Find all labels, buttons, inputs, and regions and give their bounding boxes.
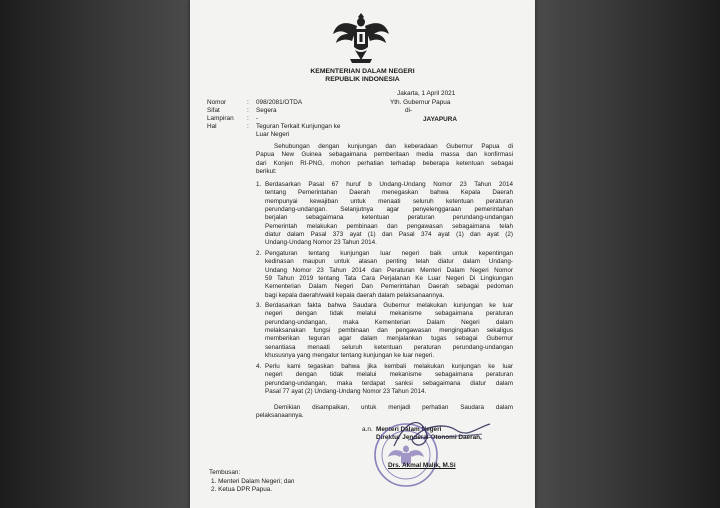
point-line: melaksanakan fungsi pembinaan dan pengawasan mengingatkan sekaligus — [265, 327, 513, 335]
point-line: negeri dengan tidak melalui mekanisme sebagaimana peraturan — [265, 310, 513, 318]
point-line: kedinasan maupun untuk alasan penting telah diatur dalam Undang- — [265, 258, 513, 266]
point-number: 1. — [256, 181, 262, 188]
ministry-name: KEMENTERIAN DALAM NEGERI — [310, 68, 415, 75]
letter-date: Jakarta, 1 April 2021 — [397, 90, 456, 97]
point-line: Kementerian Dalam Negeri Dan Pemerintahan Daerah sebagai pedoman — [265, 283, 513, 291]
point-1 — [265, 181, 513, 248]
recipient: Yth. Gubernur Papua — [390, 99, 451, 106]
point-line: perundang-undangan, maka terdapat sanksi sebagaimana diatur dalam — [265, 379, 513, 387]
republic-name: REPUBLIK INDONESIA — [325, 76, 400, 83]
hal-value-line-2: Luar Negeri — [256, 131, 290, 138]
intro-line: dari Konjen RI-PNG, mohon perhatian terhadap beberapa ketentuan sebagai — [256, 159, 513, 167]
point-4 — [265, 363, 513, 396]
tembusan-item: 2. Ketua DPR Papua. — [211, 486, 273, 493]
recipient-di: di- — [405, 107, 413, 114]
point-line: senantiasa menaati seluruh ketentuan peraturan perundang-undangan — [265, 343, 513, 351]
point-number: 4. — [256, 363, 262, 370]
intro-line: Papua New Guinea sebagaimana pemberitaan media massa dan konfirmasi — [256, 151, 513, 159]
point-line: perundang-undangan. Selanjutnya agar penyelenggaraan pemerintahan — [265, 206, 513, 214]
signature-an: a.n. — [362, 426, 373, 433]
point-line: Berdasarkan Pasal 67 huruf b Undang-Undang Nomor 23 Tahun 2014 — [265, 181, 513, 188]
point-line: tentang Pemerintahan Daerah menegaskan bahwa Kepala Daerah — [265, 189, 513, 197]
colon: : — [247, 107, 249, 114]
recipient-city: JAYAPURA — [423, 116, 457, 123]
sifat-value: Segera — [256, 107, 277, 114]
nomor-label: Nomor — [207, 99, 227, 106]
colon: : — [247, 115, 249, 122]
point-line: mempunyai kewajiban untuk menaati seluruh ketentuan peraturan — [265, 197, 513, 205]
closing-line: pelaksanaannya. — [256, 412, 304, 420]
intro-line: Sehubungan dengan kunjungan dan keberadaan Gubernur Papua di — [274, 143, 513, 150]
point-line: negeri dengan tidak melalui mekanisme sebagaimana peraturan — [265, 371, 513, 379]
point-line: Perlu kami tegaskan bahwa jika kembali melakukan kunjungan ke luar — [265, 363, 513, 370]
signatory-name: Drs. Akmal Malik, M.Si — [388, 462, 456, 469]
point-line: bagi kepala daerah/wakil kepala daerah dalam pelaksanaannya. — [265, 291, 445, 299]
colon: : — [247, 123, 249, 130]
point-line: memberikan teguran agar dalam menjalankan tugas sebagai Gubernur — [265, 335, 513, 343]
point-line: Undang-Undang Nomor 23 Tahun 2014. — [265, 239, 377, 247]
signature-title-1: Menteri Dalam Negeri — [376, 426, 442, 433]
point-line: diatur dalam Pasal 373 ayat (1) dan Pasal 374 ayat (1) dan ayat (2) — [265, 231, 513, 239]
tembusan-item: 1. Menteri Dalam Negeri; dan — [211, 478, 295, 485]
hal-value-line-1: Teguran Terkait Kunjungan ke — [256, 123, 341, 130]
background-right — [535, 0, 720, 508]
intro-paragraph — [256, 143, 513, 176]
nomor-value: 098/2081/OTDA — [256, 99, 303, 106]
lampiran-value: - — [256, 115, 259, 122]
point-2 — [265, 250, 513, 300]
colon: : — [247, 99, 249, 106]
point-line: Pasal 77 ayat (2) Undang-Undang Nomor 23 Tahun 2014. — [265, 388, 427, 396]
point-line: 59 Tahun 2019 tentang Tata Cara Perjalanan Ke Luar Negeri Di Lingkungan — [265, 275, 513, 283]
point-line: Pemerintah melakukan pembinaan dan pengawasan sebagaimana telah — [265, 222, 513, 230]
point-line: khususnya yang mengatur tentang kunjungan ke luar negeri. — [265, 352, 435, 360]
point-line: Undang Nomor 23 Tahun 2014 dan Peraturan Menteri Dalam Negeri Nomor — [265, 266, 513, 274]
intro-line: berikut: — [256, 168, 277, 176]
tembusan-label: Tembusan: — [209, 469, 241, 476]
hal-label: Hal — [207, 123, 217, 130]
point-line: perundang-undangan, maka Kementerian Dalam Negeri dalam — [265, 318, 513, 326]
point-number: 2. — [256, 250, 262, 257]
sifat-label: Sifat — [207, 107, 220, 114]
point-line: Pengaturan tentang kunjungan luar negeri baik untuk kepentingan — [265, 250, 513, 257]
closing-line: Demikian disampaikan, untuk menjadi perhatian Saudara dalam — [274, 404, 513, 411]
point-number: 3. — [256, 302, 262, 309]
background-left — [0, 0, 190, 508]
point-line: Berdasarkan fakta bahwa Saudara Gubernur melakukan kunjungan ke luar — [265, 302, 513, 309]
point-line: berjalan sebagaimana ketentuan peraturan perundang-undangan — [265, 214, 513, 222]
signature-title-2: Direktur Jenderal Otonomi Daerah, — [376, 434, 482, 441]
letter-page — [190, 0, 535, 508]
lampiran-label: Lampiran — [207, 115, 234, 122]
point-3 — [265, 302, 513, 360]
garuda-emblem-icon — [330, 10, 392, 68]
signature-scribble-icon — [386, 410, 496, 456]
